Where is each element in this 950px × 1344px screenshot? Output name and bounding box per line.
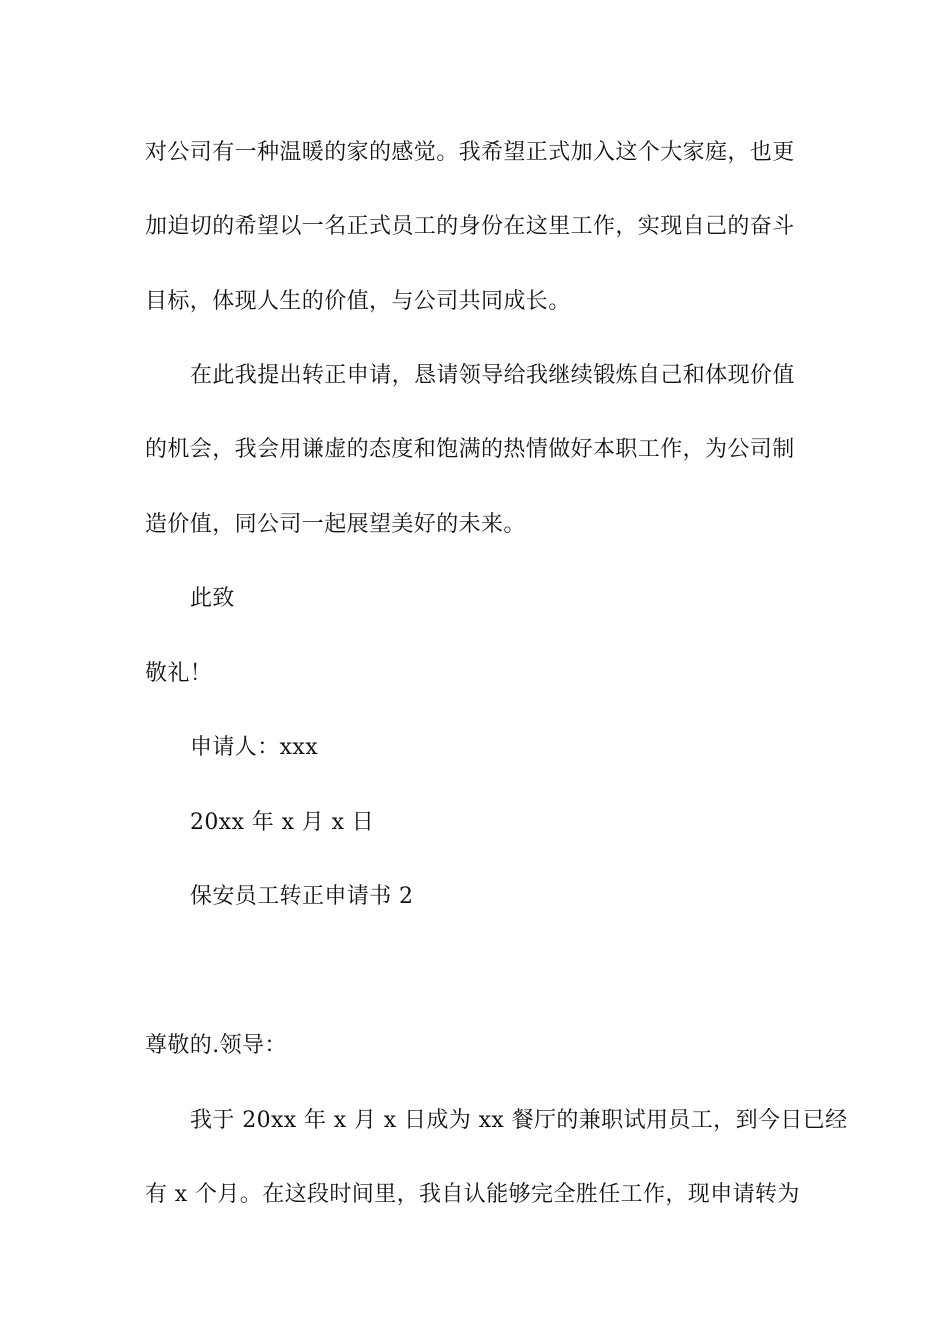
closing-salutation: 此致 <box>190 586 235 611</box>
applicant-signature: 申请人：xxx <box>190 735 319 760</box>
section-title: 保安员工转正申请书 2 <box>190 884 414 909</box>
paragraph-line: 目标，体现人生的价值，与公司共同成长。 <box>145 289 571 314</box>
letter-greeting: 尊敬的.领导： <box>145 1033 287 1058</box>
closing-regards: 敬礼！ <box>145 661 213 686</box>
paragraph-line: 造价值，同公司一起展望美好的未来。 <box>145 512 526 537</box>
paragraph-line: 有 x 个月。在这段时间里，我自认能够完全胜任工作，现申请转为 <box>145 1182 800 1207</box>
paragraph-line: 加迫切的希望以一名正式员工的身份在这里工作，实现自己的奋斗 <box>145 214 795 239</box>
application-date: 20xx 年 x 月 x 日 <box>190 810 375 835</box>
paragraph-line: 在此我提出转正申请，恳请领导给我继续锻炼自己和体现价值 <box>190 363 795 388</box>
paragraph-line: 我于 20xx 年 x 月 x 日成为 xx 餐厅的兼职试用员工，到今日已经 <box>190 1108 848 1133</box>
paragraph-line: 对公司有一种温暖的家的感觉。我希望正式加入这个大家庭，也更 <box>145 140 795 165</box>
paragraph-line: 的机会，我会用谦虚的态度和饱满的热情做好本职工作，为公司制 <box>145 437 795 462</box>
